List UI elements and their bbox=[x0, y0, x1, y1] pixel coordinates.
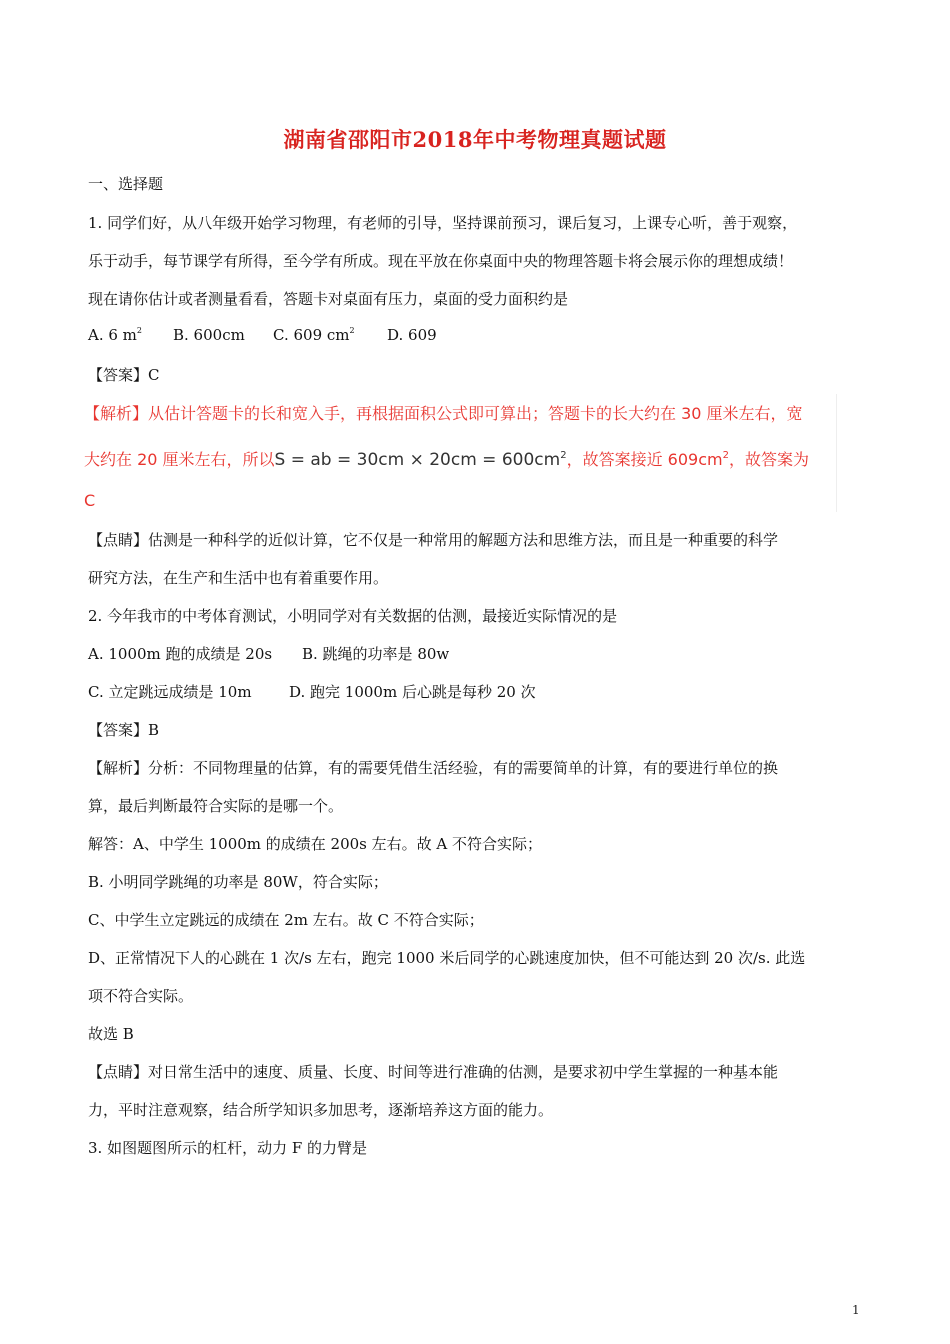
q2-option-b: B. 跳绳的功率是 80w bbox=[302, 645, 450, 663]
q2-stem: 2. 今年我市的中考体育测试，小明同学对有关数据的估测，最接近实际情况的是 bbox=[88, 607, 618, 625]
q1-option-b: B. 600cm bbox=[173, 326, 245, 344]
q1-stem-line-1: 1. 同学们好，从八年级开始学习物理，有老师的引导，坚持课前预习，课后复习，上课专心听，善于观察， bbox=[88, 214, 798, 232]
q2-answer: 【答案】B bbox=[88, 721, 160, 739]
q2-option-d: D. 跑完 1000m 后心跳是每秒 20 次 bbox=[289, 683, 536, 701]
q1-analysis-line-3: C bbox=[84, 491, 96, 510]
q1-stem-line-2: 乐于动手，每节课学有所得，至今学有所成。现在平放在你桌面中央的物理答题卡将会展示你的理想成绩！ bbox=[88, 252, 794, 270]
q1-analysis-line-1: 【解析】从估计答题卡的长和宽入手，再根据面积公式即可算出；答题卡的长大约在 30 厘米左右，宽 bbox=[84, 404, 803, 423]
q2-analysis-line-8: 故选 B bbox=[88, 1025, 134, 1043]
q1-option-c: C. 609 $cm^2$ bbox=[273, 326, 355, 344]
q2-comment-line-1: 【点睛】对日常生活中的速度、质量、长度、时间等进行准确的估测，是要求初中学生掌握的一种基本能 bbox=[88, 1063, 779, 1081]
q2-analysis-line-3: 解答：A、中学生 1000m 的成绩在 200s 左右。故 A 不符合实际； bbox=[88, 835, 543, 853]
q1-stem-line-3: 现在请你估计或者测量看看，答题卡对桌面有压力，桌面的受力面积约是 bbox=[88, 290, 569, 308]
q1-option-a: A. 6 $m^2$ bbox=[88, 326, 142, 344]
q2-option-a: A. 1000m 跑的成绩是 20s bbox=[88, 645, 273, 663]
q2-comment-line-2: 力，平时注意观察，结合所学知识多加思考，逐渐培养这方面的能力。 bbox=[88, 1101, 554, 1119]
q1-comment-line-2: 研究方法，在生产和生活中也有着重要作用。 bbox=[88, 569, 389, 587]
page-title: 湖南省邵阳市2018年中考物理真题试题 bbox=[283, 127, 667, 152]
q2-analysis-line-4: B. 小明同学跳绳的功率是 80W，符合实际； bbox=[88, 873, 388, 891]
area-formula: S = ab = $30cm \times 20cm = 600cm^2$ bbox=[274, 450, 567, 470]
q1-analysis-line-2: 大约在 20 厘米左右，所以S = ab = $30cm \times 20cm = 600cm^2$，故答案接近 $609cm^2$，故答案为 bbox=[84, 450, 809, 470]
q2-analysis-line-6: D、正常情况下人的心跳在 1 次/s 左右，跑完 1000 米后同学的心跳速度加快，但不可能达到 20 次/s. 此选 bbox=[88, 949, 806, 967]
q2-analysis-line-7: 项不符合实际。 bbox=[88, 987, 194, 1005]
q2-option-c: C. 立定跳远成绩是 10m bbox=[88, 683, 252, 701]
q1-comment-line-1: 【点睛】估测是一种科学的近似计算，它不仅是一种常用的解题方法和思维方法，而且是一种重要的科学 bbox=[88, 531, 779, 549]
q2-analysis-line-2: 算，最后判断最符合实际的是哪一个。 bbox=[88, 797, 344, 815]
page-number: 1 bbox=[852, 1303, 860, 1317]
q1-analysis-image bbox=[84, 394, 837, 512]
q3-stem: 3. 如图题图所示的杠杆，动力 F 的力臂是 bbox=[88, 1139, 368, 1157]
q1-option-d: D. 609 bbox=[387, 326, 437, 344]
q2-analysis-line-1: 【解析】分析：不同物理量的估算，有的需要凭借生活经验，有的需要简单的计算，有的要进行单位的换 bbox=[88, 759, 779, 777]
section-heading: 一、选择题 bbox=[88, 175, 164, 193]
q2-analysis-line-5: C、中学生立定跳远的成绩在 2m 左右。故 C 不符合实际； bbox=[88, 911, 484, 929]
q1-answer: 【答案】C bbox=[88, 366, 160, 384]
